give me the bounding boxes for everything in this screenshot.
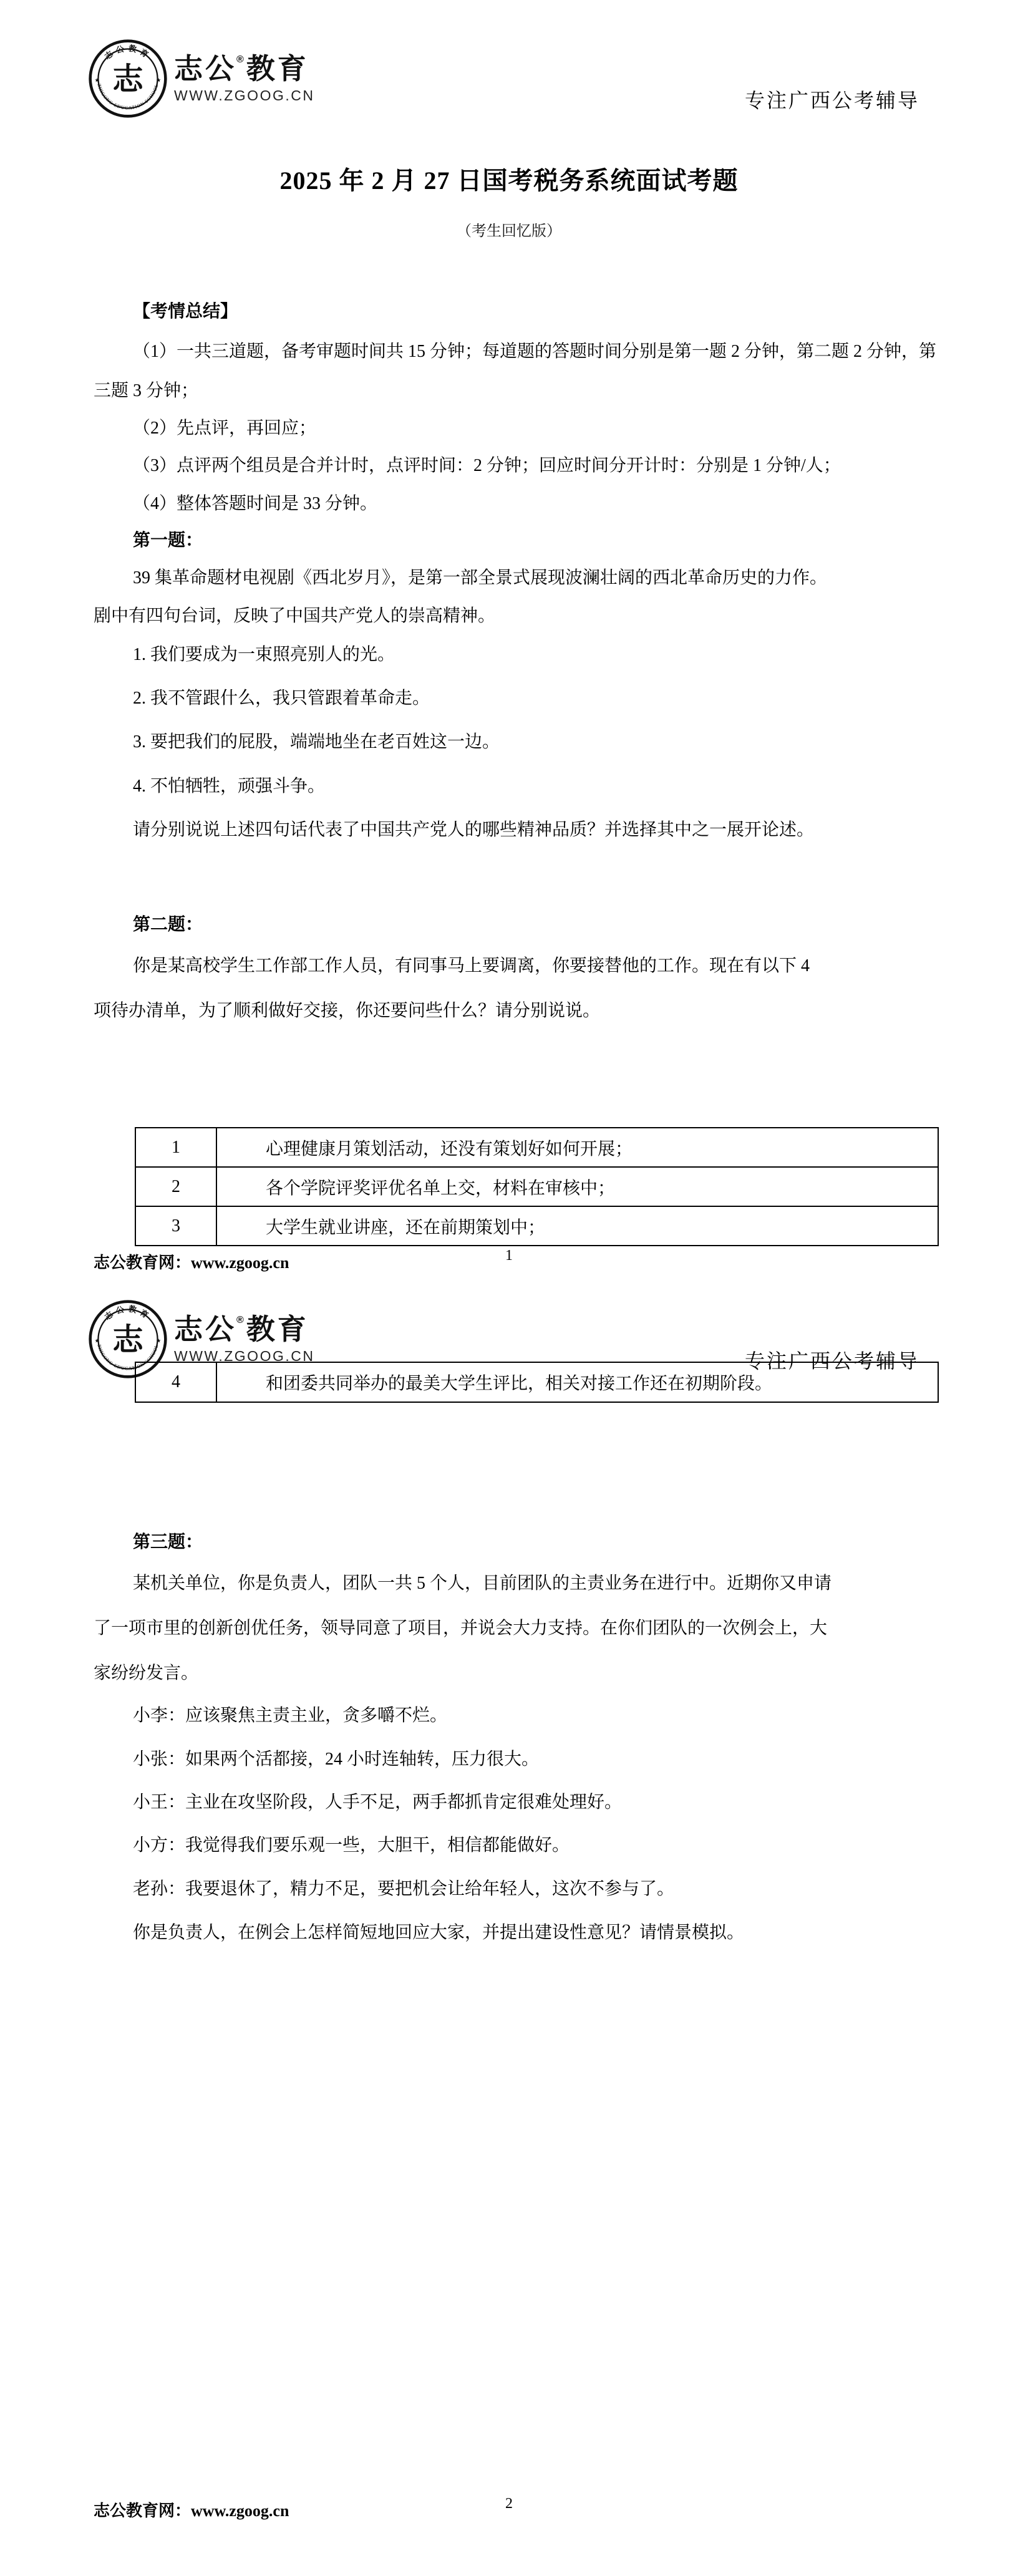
footer-site-link: 志公教育网：www.zgoog.cn [94,1254,289,1272]
svg-text:志公教育: 志公教育 [103,44,153,62]
svg-text:★: ★ [94,1337,100,1344]
table-row [135,1128,938,1167]
table-row [135,1362,938,1402]
question-2-heading: 第二题： [133,915,203,934]
dialogue-xiaozhang: 小张：如果两个活都接，24 小时连轴转，压力很大。 [133,1750,540,1769]
row-text-cell: 各个学院评奖评优名单上交，材料在审核中； [216,1167,938,1206]
question-1-line-2: 剧中有四句台词，反映了中国共产党人的崇高精神。 [94,606,496,626]
svg-text:ZHIGONG EDUCATION SCHOOL: ZHIGONG EDUCATION SCHOOL [96,83,160,111]
logo-wordmark: 志公®教育 [174,52,309,85]
row-text-cell: 大学生就业讲座，还在前期策划中； [216,1206,938,1246]
summary-item-1-line-2: 三题 3 分钟； [94,381,199,400]
summary-item-2: （2）先点评，再回应； [133,419,317,438]
question-1-quote-1: 1. 我们要成为一束照亮别人的光。 [133,645,395,664]
dialogue-xiaofang: 小方：我觉得我们要乐观一些，大胆干，相信都能做好。 [133,1836,570,1855]
row-number-cell: 4 [135,1362,216,1402]
logo-url: WWW.ZGOOG.CN [174,87,315,104]
logo-url: WWW.ZGOOG.CN [174,1347,315,1364]
summary-item-1-line-1: （1）一共三道题，备考审题时间共 15 分钟；每道题的答题时间分别是第一题 2 分钟，第二题 2 分钟，第 [133,342,937,361]
question-3-task: 你是负责人，在例会上怎样简短地回应大家，并提出建设性意见？请情景模拟。 [133,1923,745,1942]
row-number-cell: 2 [135,1167,216,1206]
question-2-line-2: 项待办清单，为了顺利做好交接，你还要问些什么？请分别说说。 [94,1001,601,1020]
registered-trademark-icon: ® [236,54,246,65]
question-1-line-1: 39 集革命题材电视剧《西北岁月》，是第一部全景式展现波澜壮阔的西北革命历史的力作。 [133,568,828,588]
question-1-quote-3: 3. 要把我们的屁股，端端地坐在老百姓这一边。 [133,732,500,752]
footer-page-number: 2 [505,2496,513,2512]
question-1-quote-2: 2. 我不管跟什么，我只管跟着革命走。 [133,689,430,708]
svg-text:★: ★ [94,77,100,84]
row-number-cell: 3 [135,1206,216,1246]
dialogue-xiaoli: 小李：应该聚焦主责主业，贪多嚼不烂。 [133,1706,448,1725]
exam-summary-heading: 【考情总结】 [133,302,238,321]
question-1-quote-4: 4. 不怕牺牲，顽强斗争。 [133,777,326,796]
row-text-cell: 和团委共同举办的最美大学生评比，相关对接工作还在初期阶段。 [216,1362,938,1402]
footer-site-link: 志公教育网：www.zgoog.cn [94,2502,289,2520]
svg-text:ZHIGONG EDUCATION SCHOOL: ZHIGONG EDUCATION SCHOOL [96,1344,160,1372]
table-row [135,1206,938,1246]
header-tagline: 专注广西公考辅导 [744,1350,919,1372]
todo-list-table-continued [135,1362,939,1403]
doc-title: 2025 年 2 月 27 日国考税务系统面试考题 [279,167,739,195]
registered-trademark-icon: ® [236,1314,246,1325]
row-number-cell: 1 [135,1128,216,1167]
svg-text:★: ★ [156,1337,162,1344]
question-3-heading: 第三题： [133,1533,203,1552]
summary-item-3: （3）点评两个组员是合并计时，点评时间：2 分钟；回应时间分开计时：分别是 1 分钟/人； [133,456,841,475]
question-3-line-2: 了一项市里的创新创优任务，领导同意了项目，并说会大力支持。在你们团队的一次例会上，大 [94,1619,828,1638]
logo-wordmark: 志公®教育 [174,1312,309,1345]
summary-item-4: （4）整体答题时间是 33 分钟。 [133,494,378,513]
logo-seal-icon [88,39,168,119]
question-2-line-1: 你是某高校学生工作部工作人员，有同事马上要调离，你要接替他的工作。现在有以下 4 [133,956,810,976]
svg-text:★: ★ [156,77,162,84]
footer-page-number: 1 [505,1247,513,1264]
header-tagline: 专注广西公考辅导 [744,89,919,112]
question-1-heading: 第一题： [133,531,203,550]
question-1-task: 请分别说说上述四句话代表了中国共产党人的哪些精神品质？并选择其中之一展开论述。 [133,820,815,840]
dialogue-laosun: 老孙：我要退休了，精力不足，要把机会让给年轻人，这次不参与了。 [133,1879,675,1899]
header-logo [88,39,314,119]
page-2 [0,1288,1018,2576]
dialogue-xiaowang: 小王：主业在攻坚阶段，人手不足，两手都抓肯定很难处理好。 [133,1793,623,1812]
question-3-line-3: 家纷纷发言。 [94,1663,199,1683]
question-3-line-1: 某机关单位，你是负责人，团队一共 5 个人，目前团队的主责业务在进行中。近期你又申请 [133,1574,832,1593]
doc-subtitle: （考生回忆版） [457,223,561,240]
svg-text:志: 志 [112,62,143,97]
table-row [135,1167,938,1206]
row-text-cell: 心理健康月策划活动，还没有策划好如何开展； [216,1128,938,1167]
svg-text:志: 志 [112,1322,143,1357]
svg-text:志公教育: 志公教育 [103,1304,153,1322]
todo-list-table [135,1127,939,1246]
